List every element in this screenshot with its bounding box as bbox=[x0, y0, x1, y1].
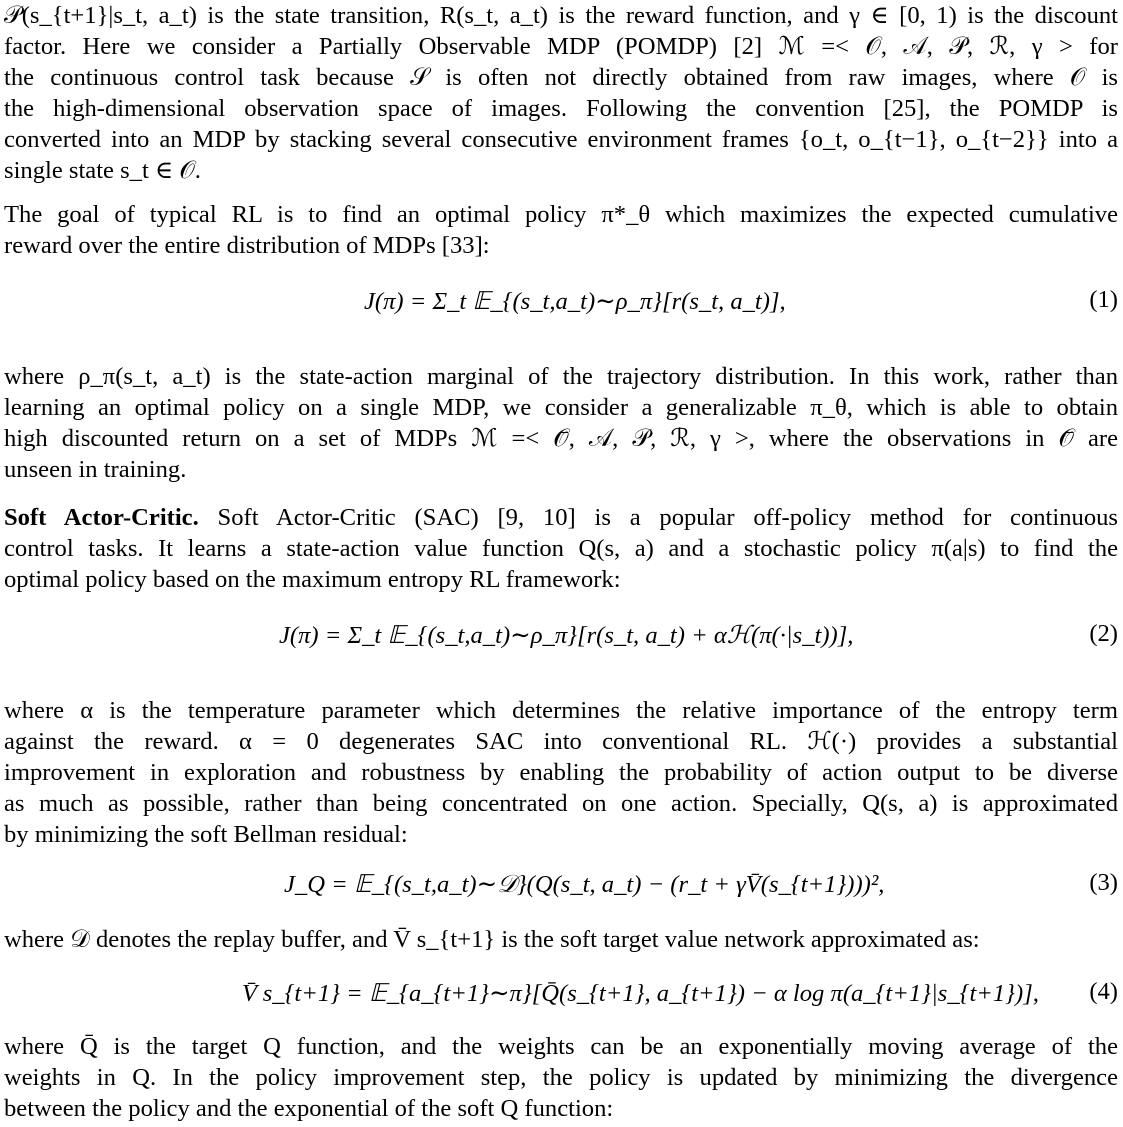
paragraph-generalization bbox=[4, 361, 1118, 485]
equation-1 bbox=[4, 286, 1118, 326]
text-line: single state s_t ∈ 𝒪. bbox=[4, 157, 201, 184]
text-line bbox=[4, 502, 1118, 533]
text-line: reward over the entire distribution of MDPs [33]: bbox=[4, 232, 490, 259]
equation-body: J(π) = Σ_t 𝔼_{(s_t,a_t)∼ρ_π}[r(s_t, a_t)], bbox=[364, 288, 786, 315]
text-line: as much as possible, rather than being concentrated on one action. Specially, Q(s, a) is approximated bbox=[4, 790, 1118, 817]
text-line: improvement in exploration and robustness by enabling the probability of action output to be diverse bbox=[4, 759, 1118, 786]
text-line: between the policy and the exponential of the soft Q function: bbox=[4, 1095, 614, 1122]
equation-body: J_Q = 𝔼_{(s_t,a_t)∼𝒟}(Q(s_t, a_t) − (r_t + γV̄(s_{t+1})))², bbox=[284, 871, 885, 898]
equation-4 bbox=[4, 978, 1118, 1018]
equation-3 bbox=[4, 869, 1118, 909]
equation-body: J(π) = Σ_t 𝔼_{(s_t,a_t)∼ρ_π}[r(s_t, a_t) + αℋ(π(·|s_t))], bbox=[279, 622, 854, 649]
equation-2 bbox=[4, 620, 1118, 660]
equation-number: (2) bbox=[1089, 620, 1118, 647]
text-line: 𝒫(s_{t+1}|s_t, a_t) is the state transition, R(s_t, a_t) is the reward function, and γ ∈ [0, 1) is the discount bbox=[4, 2, 1118, 29]
text-line: against the reward. α = 0 degenerates SAC into conventional RL. ℋ(·) provides a substantial bbox=[4, 728, 1118, 755]
text-line: learning an optimal policy on a single MDP, we consider a generalizable π_θ, which is able to obtain bbox=[4, 394, 1118, 421]
paragraph-replay-buffer bbox=[4, 924, 1118, 955]
text-line: The goal of typical RL is to find an optimal policy π*_θ which maximizes the expected cumulative bbox=[4, 201, 1118, 228]
equation-number: (1) bbox=[1089, 286, 1118, 313]
paragraph-mdp-definition bbox=[4, 0, 1118, 186]
equation-number: (3) bbox=[1089, 869, 1118, 896]
paragraph-sac bbox=[4, 502, 1118, 595]
equation-body: V̄ s_{t+1} = 𝔼_{a_{t+1}∼π}[Q̄(s_{t+1}, a_{t+1}) − α log π(a_{t+1}|s_{t+1})], bbox=[242, 980, 1039, 1007]
text-line: converted into an MDP by stacking several consecutive environment frames {o_t, o_{t−1}, o_{t−2}} into a bbox=[4, 126, 1118, 153]
text-line: the high-dimensional observation space of images. Following the convention [25], the POMDP is bbox=[4, 95, 1118, 122]
paragraph-temperature bbox=[4, 695, 1118, 850]
text-line: by minimizing the soft Bellman residual: bbox=[4, 821, 408, 848]
text-line: unseen in training. bbox=[4, 456, 187, 483]
text-span: Soft Actor-Critic (SAC) [9, 10] is a popular off-policy method for continuous bbox=[217, 504, 1118, 531]
text-line: optimal policy based on the maximum entropy RL framework: bbox=[4, 566, 621, 593]
text-line: control tasks. It learns a state-action value function Q(s, a) and a stochastic policy π(a|s) to find the bbox=[4, 535, 1118, 562]
section-heading: Soft Actor-Critic. bbox=[4, 504, 199, 531]
text-line: factor. Here we consider a Partially Observable MDP (POMDP) [2] ℳ =< 𝒪, 𝒜, 𝒫, ℛ, γ > for bbox=[4, 33, 1118, 60]
text-line: weights in Q. In the policy improvement step, the policy is updated by minimizing the divergence bbox=[4, 1064, 1118, 1091]
text-line: where 𝒟 denotes the replay buffer, and V̄ s_{t+1} is the soft target value network approximated as: bbox=[4, 926, 980, 953]
text-line: high discounted return on a set of MDPs ℳ =< 𝒪̄, 𝒜, 𝒫, ℛ, γ >, where the observations in 𝒪̄ are bbox=[4, 425, 1118, 452]
text-line: where Q̄ is the target Q function, and the weights can be an exponentially moving average of the bbox=[4, 1033, 1118, 1060]
text-line: the continuous control task because 𝒮 is often not directly obtained from raw images, where 𝒪 is bbox=[4, 64, 1118, 91]
equation-number: (4) bbox=[1089, 978, 1118, 1005]
paragraph-target-q bbox=[4, 1031, 1118, 1124]
paragraph-rl-goal bbox=[4, 199, 1118, 261]
text-line: where ρ_π(s_t, a_t) is the state-action marginal of the trajectory distribution. In this work, rather than bbox=[4, 363, 1118, 390]
text-line: where α is the temperature parameter which determines the relative importance of the entropy term bbox=[4, 697, 1118, 724]
